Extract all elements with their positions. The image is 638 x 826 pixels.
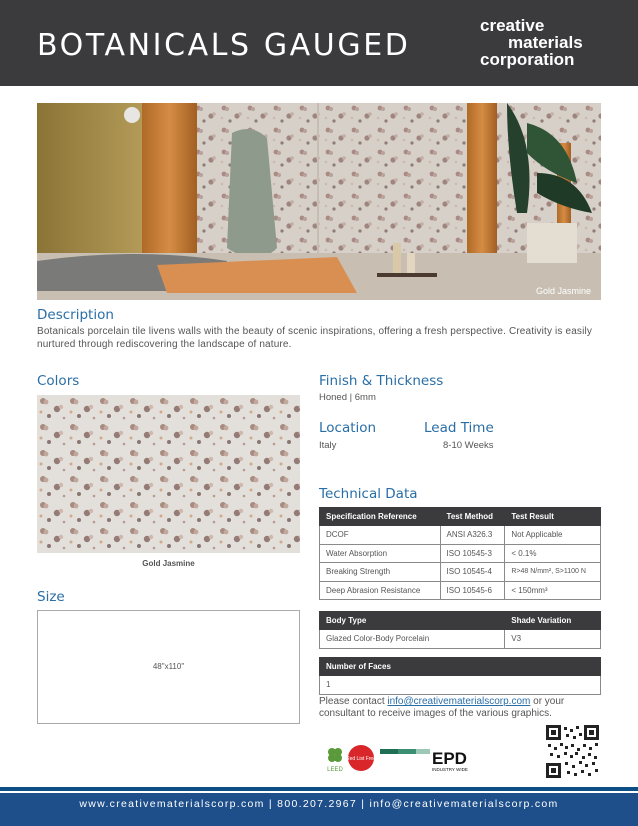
qr-code-svg <box>546 725 599 778</box>
table-header-cell: Number of Faces <box>320 658 601 676</box>
lead-time-heading: Lead Time <box>424 420 494 436</box>
technical-data-table <box>319 507 601 600</box>
swatch-name: Gold Jasmine <box>142 559 195 568</box>
epd-sublabel: INDUSTRY WIDE <box>432 767 468 772</box>
leed-clover-icon <box>327 748 343 773</box>
contact-note <box>319 696 607 720</box>
table-cell: DCOF <box>320 526 441 545</box>
table-cell: Deep Abrasion Resistance <box>320 581 441 600</box>
table-cell: < 150mm³ <box>505 581 601 600</box>
swatch-pattern <box>37 395 300 553</box>
color-swatch-image <box>37 395 300 553</box>
table-cell: < 0.1% <box>505 544 601 563</box>
colors-heading: Colors <box>37 373 80 389</box>
table-row <box>320 630 601 649</box>
page-title: BOTANICALS GAUGED <box>37 28 411 63</box>
table-header-row <box>320 658 601 676</box>
description-text: Botanicals porcelain tile livens walls with the beauty of scenic inspirations, offering a fresh perspective. Creativity is easily nurtured through rediscovering the landscape of nature. <box>37 326 592 350</box>
body-type-table <box>319 611 601 649</box>
location-heading: Location <box>319 420 377 436</box>
page-header <box>0 0 638 86</box>
table-cell: Glazed Color-Body Porcelain <box>320 630 505 649</box>
table-header-row <box>320 508 601 526</box>
table-row <box>320 581 601 600</box>
epd-label: EPD <box>432 749 467 768</box>
hero-caption: Gold Jasmine <box>535 286 591 296</box>
brand-logo <box>480 17 598 68</box>
footer-contact-text: www.creativematerialscorp.com | 800.207.2967 | info@creativematerialscorp.com <box>79 798 559 810</box>
hero-scene-illustration <box>37 103 601 300</box>
table-row <box>320 544 601 563</box>
table-header-cell: Test Result <box>505 508 601 526</box>
table-header-cell: Test Method <box>440 508 505 526</box>
qr-code-icon[interactable] <box>546 725 599 778</box>
table-cell: Water Absorption <box>320 544 441 563</box>
brand-line-1: creative <box>480 16 545 35</box>
brand-line-3: corporation <box>480 50 575 69</box>
page-footer <box>0 793 638 826</box>
redlist-label: Red List Free <box>345 756 377 762</box>
table-cell: 1 <box>320 676 601 695</box>
table-cell: ISO 10545-6 <box>440 581 505 600</box>
hero-image <box>37 103 601 300</box>
table-row <box>320 526 601 545</box>
table-cell: R>48 N/mm², S>1100 N <box>505 563 601 582</box>
brand-line-2: materials <box>508 33 583 52</box>
finish-heading: Finish & Thickness <box>319 373 444 389</box>
table-cell: Breaking Strength <box>320 563 441 582</box>
badges-svg <box>326 744 486 774</box>
size-box <box>37 610 300 724</box>
size-heading: Size <box>37 589 65 605</box>
faces-table <box>319 657 601 695</box>
table-cell: Not Applicable <box>505 526 601 545</box>
contact-prefix: Please contact <box>319 696 388 707</box>
leed-label: LEED <box>327 767 343 773</box>
table-cell: ISO 10545-4 <box>440 563 505 582</box>
location-value: Italy <box>319 440 337 451</box>
technical-data-heading: Technical Data <box>319 486 418 502</box>
epd-logo-icon <box>380 749 468 772</box>
table-row <box>320 563 601 582</box>
table-header-row <box>320 612 601 630</box>
table-cell: ISO 10545-3 <box>440 544 505 563</box>
certification-badges <box>326 744 486 774</box>
description-heading: Description <box>37 307 114 323</box>
table-header-cell: Specification Reference <box>320 508 441 526</box>
contact-suffix: or your consultant to receive images of the various graphics. <box>319 696 565 719</box>
table-cell: V3 <box>505 630 601 649</box>
table-header-cell: Shade Variation <box>505 612 601 630</box>
table-cell: ANSI A326.3 <box>440 526 505 545</box>
lead-time-value: 8-10 Weeks <box>443 440 494 451</box>
contact-email-link[interactable]: info@creativematerialscorp.com <box>387 696 531 707</box>
size-value: 48"x110" <box>152 662 185 671</box>
table-header-cell: Body Type <box>320 612 505 630</box>
table-row <box>320 676 601 695</box>
red-list-free-icon <box>346 745 376 771</box>
finish-value: Honed | 6mm <box>319 392 376 403</box>
